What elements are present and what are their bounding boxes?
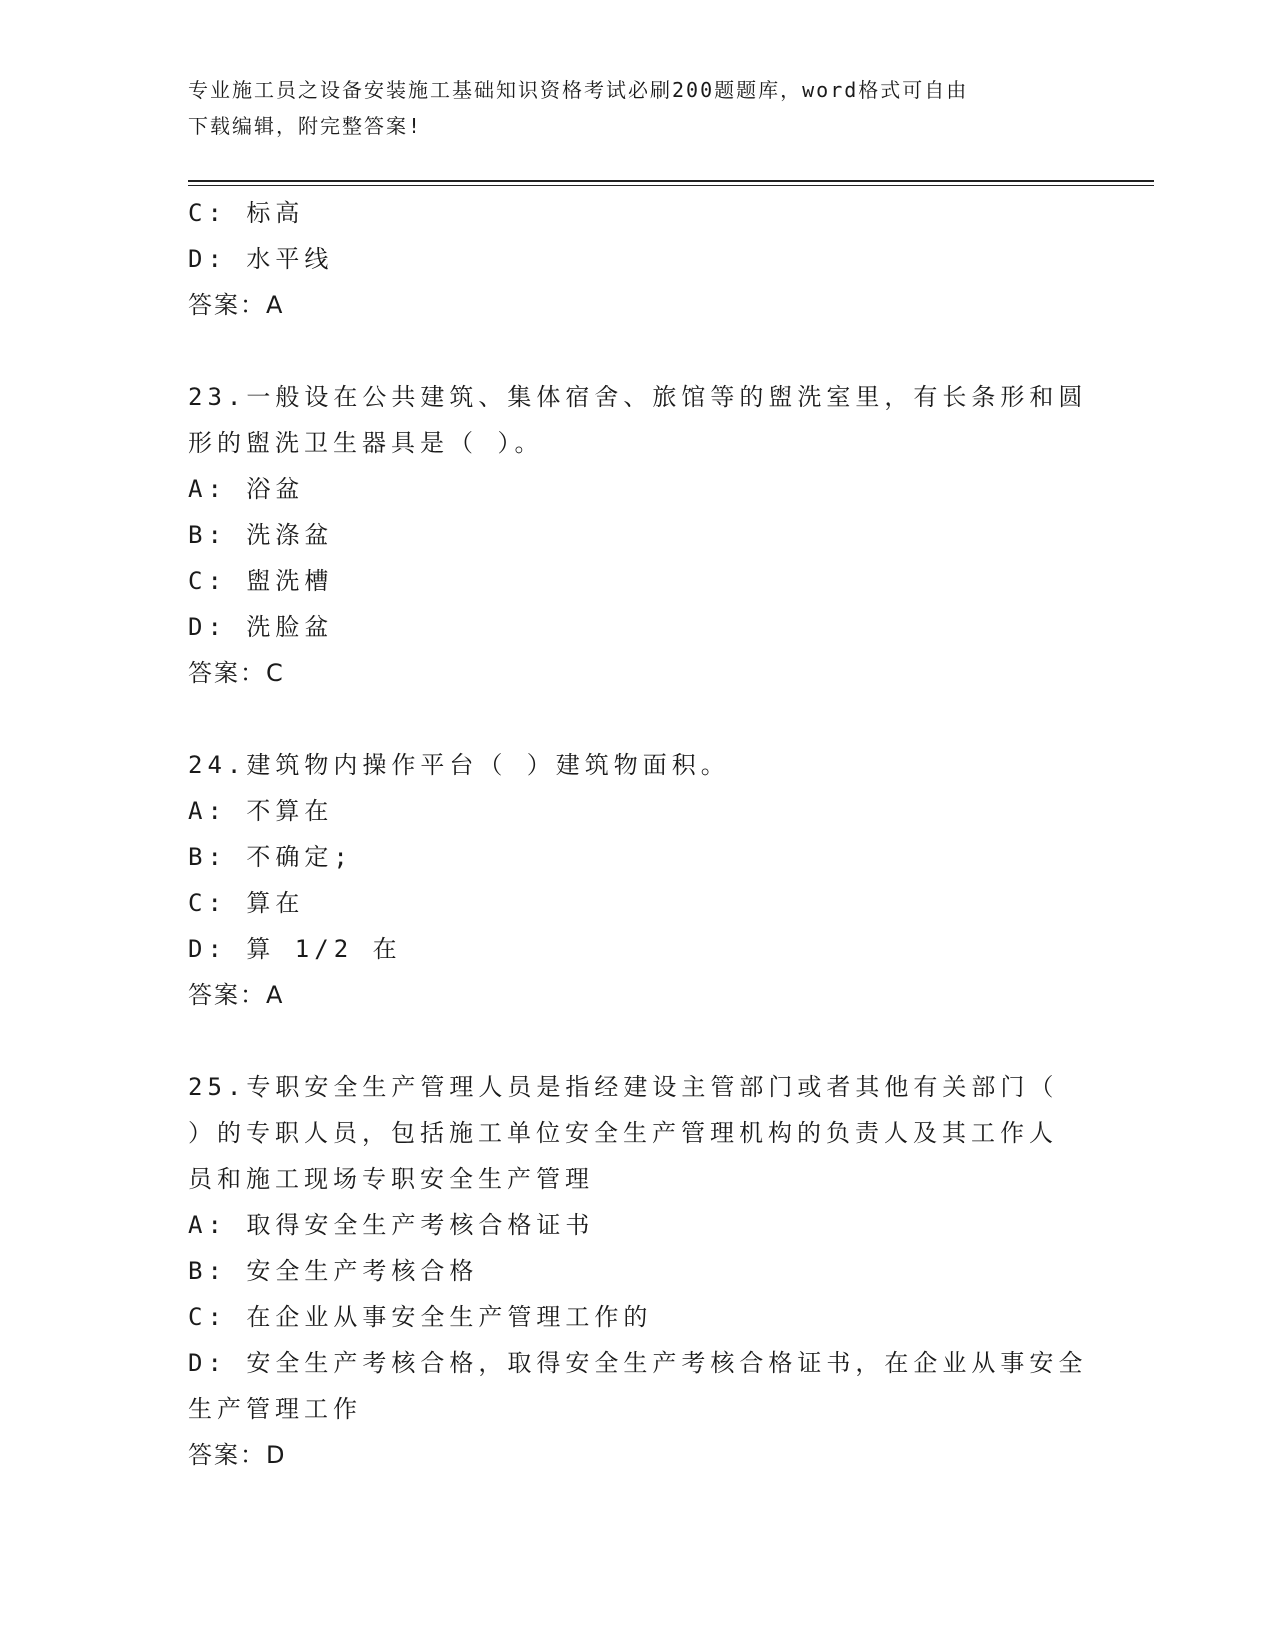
option-c: C: 在企业从事安全生产管理工作的 (188, 1303, 653, 1331)
spacer (188, 696, 1088, 742)
header-line-1: 专业施工员之设备安装施工基础知识资格考试必刷200题题库，word格式可自由 (188, 78, 969, 102)
question-stem-cont: 员和施工现场专职安全生产管理 (188, 1165, 594, 1193)
option-a: A: 浴盆 (188, 475, 305, 503)
question-stem-cont: 形的盥洗卫生器具是（ ）。 (188, 429, 544, 457)
option-b: B: 洗涤盆 (188, 521, 334, 549)
option-d: D: 算 1/2 在 (188, 935, 402, 963)
spacer (188, 328, 1088, 374)
question-stem: 24.建筑物内操作平台（ ）建筑物面积。 (188, 751, 730, 779)
header-line-2: 下载编辑，附完整答案! (188, 114, 423, 138)
option-d: D: 安全生产考核合格，取得安全生产考核合格证书，在企业从事安全 (188, 1349, 1088, 1377)
question-list (188, 190, 1088, 1478)
spacer (188, 1018, 1088, 1064)
question-22-tail (188, 190, 1088, 328)
option-d: D: 洗脸盆 (188, 613, 334, 641)
option-c: C: 算在 (188, 889, 305, 917)
option-b: B: 不确定; (188, 843, 353, 871)
header-rule-thin (188, 185, 1154, 186)
question-stem-cont: ）的专职人员，包括施工单位安全生产管理机构的负责人及其工作人 (188, 1119, 1058, 1147)
document-header (188, 72, 1088, 144)
option-c: C: 标高 (188, 199, 305, 227)
header-rule-thick (188, 180, 1154, 182)
question-25 (188, 1064, 1088, 1478)
question-stem: 23.一般设在公共建筑、集体宿舍、旅馆等的盥洗室里，有长条形和圆 (188, 383, 1088, 411)
question-24 (188, 742, 1088, 1018)
option-b: B: 安全生产考核合格 (188, 1257, 479, 1285)
question-23 (188, 374, 1088, 696)
option-a: A: 取得安全生产考核合格证书 (188, 1211, 595, 1239)
option-d-cont: 生产管理工作 (188, 1395, 362, 1423)
answer-line: 答案：C (188, 659, 285, 687)
question-stem: 25.专职安全生产管理人员是指经建设主管部门或者其他有关部门（ (188, 1073, 1059, 1101)
answer-line: 答案：D (188, 1441, 287, 1469)
answer-line: 答案：A (188, 291, 285, 319)
option-a: A: 不算在 (188, 797, 334, 825)
answer-line: 答案：A (188, 981, 285, 1009)
option-c: C: 盥洗槽 (188, 567, 334, 595)
option-d: D: 水平线 (188, 245, 334, 273)
